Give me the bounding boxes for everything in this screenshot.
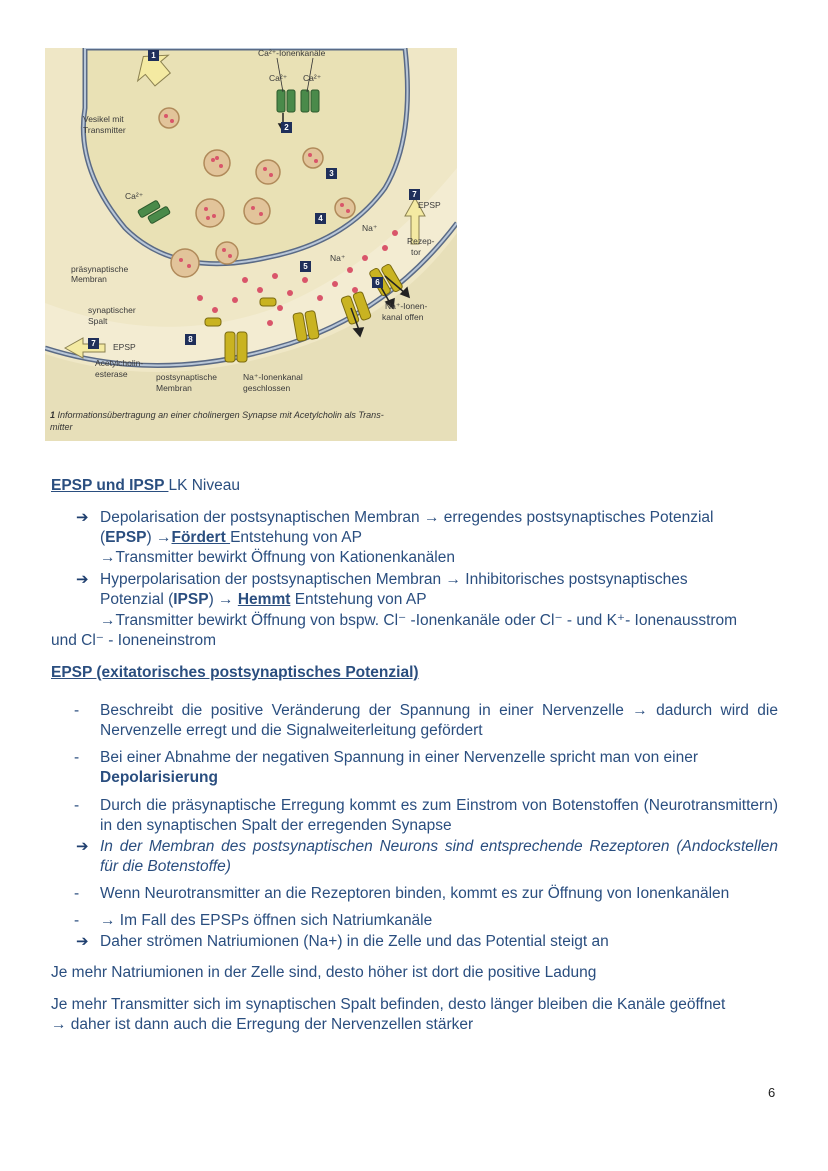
p2-line2: → daher ist dann auch die Erregung der Nervenzellen stärker [51, 1016, 474, 1033]
section2-item-4: In der Membran des postsynaptischen Neurons sind entsprechende Rezeptoren (Andockstellen für die Botenstoffe) [100, 838, 778, 875]
b1-epsp: EPSP [105, 529, 147, 546]
section1-bullet-2-sub2 [51, 631, 779, 651]
section2-title: EPSP (exitatorisches postsynaptisches Potenzial) [51, 664, 419, 681]
fig-label-cleft-2: Spalt [88, 316, 108, 326]
b2-hemmt: Hemmt [237, 591, 291, 608]
dash-bullet: - [74, 912, 80, 929]
fig-label-cleft-1: synaptischer [88, 305, 136, 315]
arrow-bullet-icon: ➔ [76, 509, 89, 526]
b1-mid: ) → [146, 529, 172, 546]
fig-label-postsyn-1: postsynaptische [156, 372, 217, 382]
fig-step-1: 1 [148, 50, 159, 61]
section1-bullet-1 [100, 508, 778, 568]
p2-line1: Je mehr Transmitter sich im synaptischen Spalt befinden, desto länger bleiben die Kanäle geöffnet [51, 996, 726, 1013]
b2-sub2: und Cl⁻ - Ioneneinstrom [51, 632, 216, 649]
b2-open: Potenzial ( [100, 591, 174, 608]
fig-label-ca-3: Ca²⁺ [125, 191, 144, 201]
b1-line: Depolarisation der postsynaptischen Membran → erregendes postsynaptisches Potenzial [100, 509, 714, 526]
b2-ipsp: IPSP [173, 591, 209, 608]
fig-label-postsyn-2: Membran [156, 383, 192, 393]
figure-caption [50, 409, 450, 433]
section2-item-2 [100, 748, 778, 788]
fig-label-vesicle-2: Transmitter [83, 125, 126, 135]
dash-bullet: - [74, 885, 80, 902]
fig-step-4: 4 [315, 213, 326, 224]
fig-step-8: 8 [185, 334, 196, 345]
page-number: 6 [768, 1085, 776, 1100]
b1-open: ( [100, 529, 106, 546]
caption-number: 1 [50, 410, 56, 420]
fig-label-ache-1: Acetylcholin- [95, 358, 144, 368]
b1-sub: →Transmitter bewirkt Öffnung von Kationenkanälen [100, 549, 455, 566]
b1-end: Entstehung von AP [230, 529, 362, 546]
arrow-bullet-icon: ➔ [76, 933, 89, 950]
fig-label-na-2: Na⁺ [330, 253, 346, 263]
caption-text: Informationsübertragung an einer cholinergen Synapse mit Acetylcholin als Trans- [55, 410, 384, 420]
b2-end: Entstehung von AP [290, 591, 427, 608]
arrow-bullet-icon: ➔ [76, 571, 89, 588]
fig-step-7-left: 7 [88, 338, 99, 349]
fig-label-na-1: Na⁺ [362, 223, 378, 233]
synapse-figure [45, 48, 457, 441]
dash-bullet: - [74, 749, 80, 766]
fig-label-ache-2: esterase [95, 369, 128, 379]
i2-bold: Depolarisierung [100, 769, 218, 786]
section1-title-rest: LK Niveau [168, 477, 240, 494]
fig-label-epsp-left: EPSP [113, 342, 136, 352]
b2-sub: →Transmitter bewirkt Öffnung von bspw. Cl⁻ -Ionenkanäle oder Cl⁻ - und K⁺- Ionenausstrom [100, 612, 738, 629]
fig-label-receptor-1: Rezep- [407, 236, 435, 246]
fig-label-epsp-right: EPSP [418, 200, 441, 210]
fig-step-7-right: 7 [409, 189, 420, 200]
caption-text-line2: mitter [50, 422, 73, 432]
b2-line: Hyperpolarisation der postsynaptischen Membran → Inhibitorisches postsynaptisches [100, 571, 688, 588]
fig-label-ca-1: Ca²⁺ [269, 73, 288, 83]
fig-label-na-closed-1: Na⁺-Ionenkanal [243, 372, 303, 382]
fig-label-presyn-1: präsynaptische [71, 264, 129, 274]
fig-label-presyn-2: Membran [71, 274, 107, 284]
fig-label-na-open-1: Na⁺-Ionen- [385, 301, 428, 311]
fig-step-3: 3 [326, 168, 337, 179]
fig-label-receptor-2: tor [411, 247, 421, 257]
section2-heading [51, 663, 419, 683]
section1-bullet-2-sub [100, 611, 778, 631]
b2-mid: ) → [208, 591, 238, 608]
fig-label-ca-2: Ca²⁺ [303, 73, 322, 83]
paragraph-2 [51, 995, 779, 1035]
fig-step-2: 2 [281, 122, 292, 133]
fig-label-na-open-2: kanal offen [382, 312, 424, 322]
fig-step-5: 5 [300, 261, 311, 272]
section1-heading [51, 476, 240, 496]
arrow-bullet-icon: ➔ [76, 838, 89, 855]
fig-label-na-closed-2: geschlossen [243, 383, 291, 393]
fig-label-ca-channels: Ca²⁺-Ionenkanäle [258, 48, 326, 58]
i2-text: Bei einer Abnahme der negativen Spannung in einer Nervenzelle spricht man von einer [100, 749, 698, 766]
section1-title-underlined: EPSP und IPSP [51, 477, 169, 494]
fig-step-6: 6 [372, 277, 383, 288]
fig-label-vesicle-1: Vesikel mit [83, 114, 124, 124]
section2-item-6: → Im Fall des EPSPs öffnen sich Natriumkanäle [100, 912, 433, 929]
section2-item-7: Daher strömen Natriumionen (Na+) in die Zelle und das Potential steigt an [100, 933, 609, 950]
b1-foerdert: Fördert [171, 529, 231, 546]
dash-bullet: - [74, 797, 80, 814]
section2-item-3: Durch die präsynaptische Erregung kommt es zum Einstrom von Botenstoffen (Neurotransmittern) in den synaptischen Spalt der erregenden Synapse [100, 797, 778, 834]
section2-item-5: Wenn Neurotransmitter an die Rezeptoren binden, kommt es zur Öffnung von Ionenkanälen [100, 885, 730, 902]
section1-bullet-2 [100, 570, 778, 610]
paragraph-1: Je mehr Natriumionen in der Zelle sind, desto höher ist dort die positive Ladung [51, 964, 597, 981]
dash-bullet: - [74, 702, 80, 719]
section2-item-1: Beschreibt die positive Veränderung der Spannung in einer Nervenzelle → dadurch wird die Nervenzelle erregt und die Signalweiterleitung gefördert [100, 702, 778, 739]
